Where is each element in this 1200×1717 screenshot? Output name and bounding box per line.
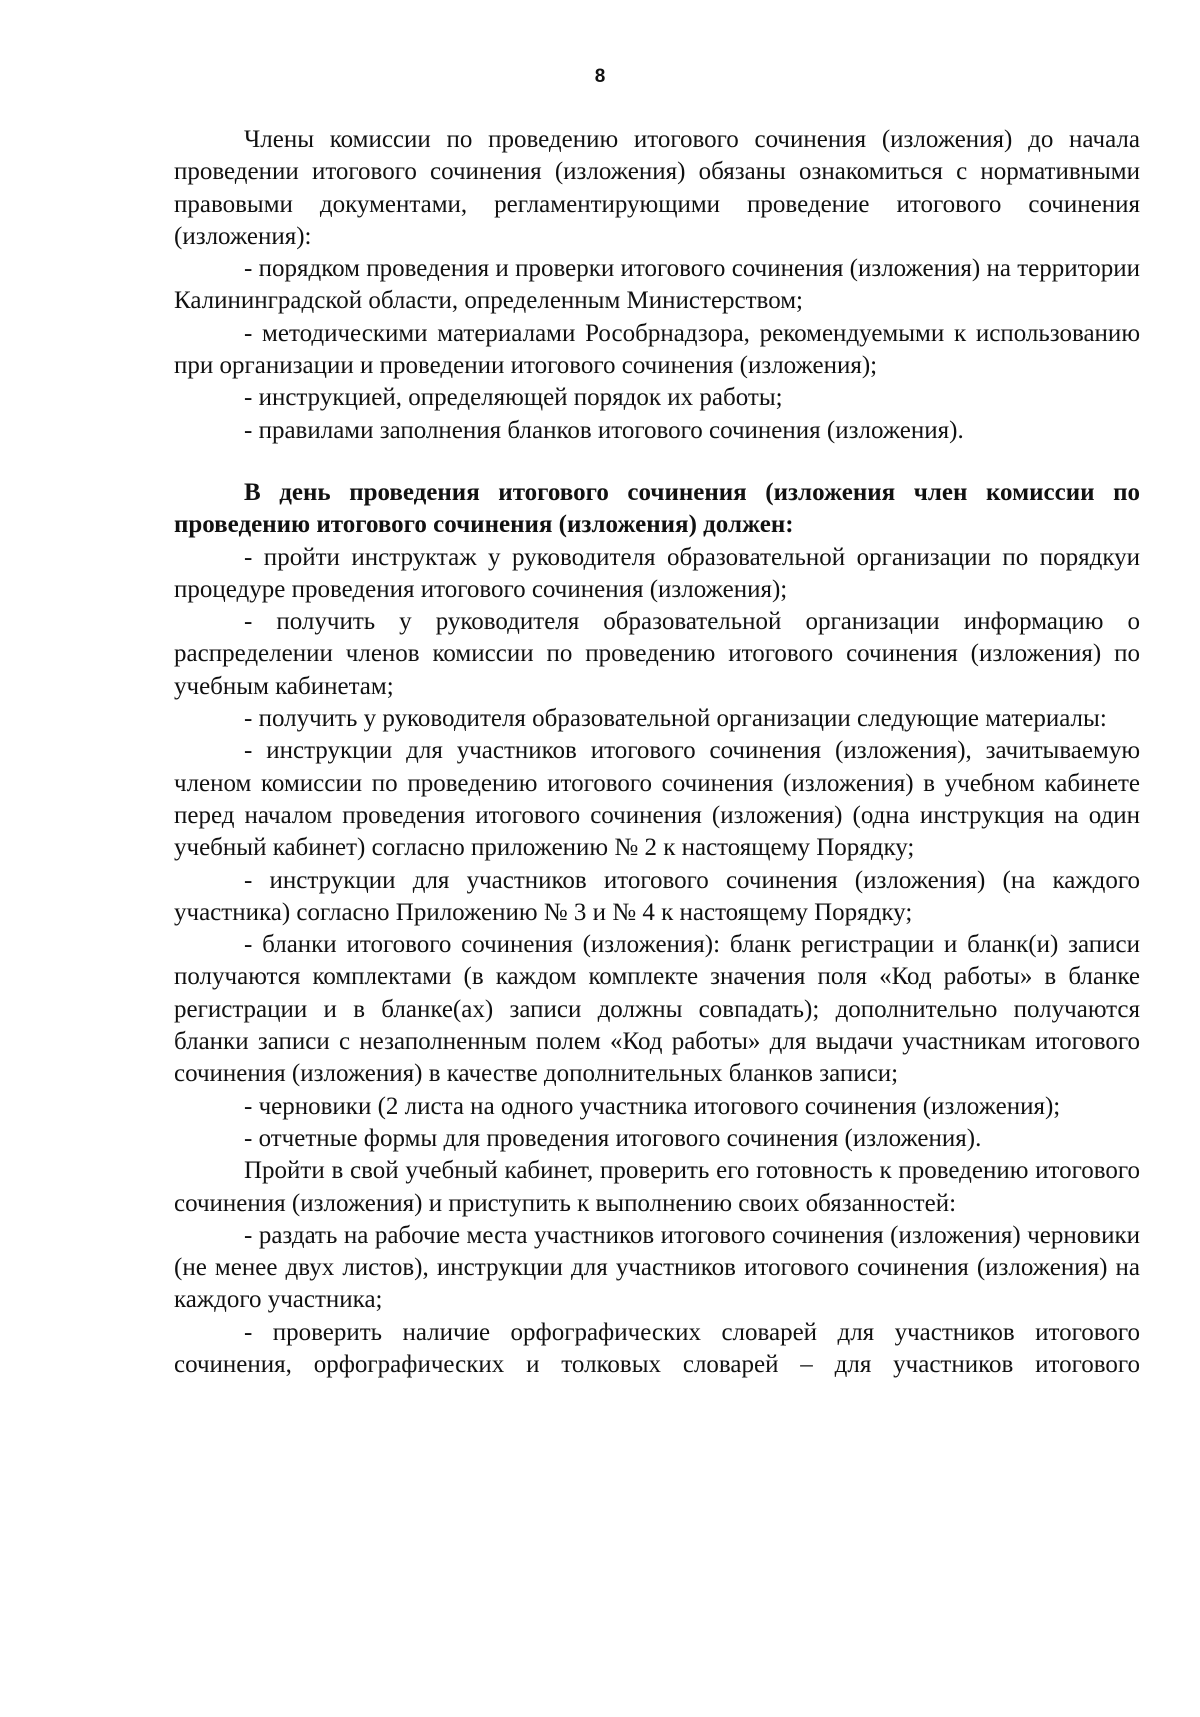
list-item-participant-instructions: - инструкции для участников итогового сочинения (изложения) (на каждого участника) согласно Приложению № 3 и № 4 к настоящему Порядку; (174, 866, 1140, 926)
list-item-forms: - бланки итогового сочинения (изложения): бланк регистрации и бланк(и) записи получаются комплектами (в каждом комплекте значения поля «Код работы» в бланке регистрации и в бланке(ах) записи должны совпадать); дополнительно получаются бланки записи с незаполненным полем «Код работы» для выдачи участникам итогового сочинения (изложения) в качестве дополнительных бланков записи; (174, 931, 1140, 1088)
list-item-get-materials: - получить у руководителя образовательной организации следующие материалы: (244, 705, 1107, 733)
list-item-methodical-materials: - методическими материалами Рособрнадзора, рекомендуемыми к использованию при организации и проведении итогового сочинения (изложения); (174, 319, 1140, 380)
list-item-drafts: - черновики (2 листа на одного участника итогового сочинения (изложения); (244, 1092, 1061, 1120)
document-body (174, 124, 1140, 1381)
page-number: 8 (594, 66, 606, 87)
paragraph-go-to-room: Пройти в свой учебный кабинет, проверить его готовность к проведению итогового сочинения (изложения) и приступить к выполнению своих обязанностей: (174, 1157, 1140, 1217)
list-item-briefing: - пройти инструктаж у руководителя образовательной организации по порядкуи процедуре проведения итогового сочинения (изложения); (174, 543, 1140, 603)
list-item-procedure: - порядком проведения и проверки итогового сочинения (изложения) на территории Калининградской области, определенным Министерством; (174, 255, 1140, 315)
list-item-room-distribution: - получить у руководителя образовательной организации информацию о распределении членов комиссии по проведению итогового сочинения (изложения) по учебным кабинетам; (174, 608, 1140, 700)
list-item-report-forms: - отчетные формы для проведения итогового сочинения (изложения). (244, 1124, 982, 1152)
list-item-read-aloud-instructions: - инструкции для участников итогового сочинения (изложения), зачитываемую членом комиссии по проведению итогового сочинения (изложения) в учебном кабинете перед началом проведения итогового сочинения (изложения) (одна инструкция на один учебный кабинет) согласно приложению № 2 к настоящему Порядку; (174, 737, 1140, 862)
list-item-filling-rules: - правилами заполнения бланков итогового сочинения (изложения). (244, 416, 964, 444)
list-item-distribute-drafts: - раздать на рабочие места участников итогового сочинения (изложения) черновики (не менее двух листов), инструкции для участников итогового сочинения (изложения) на каждого участника; (174, 1221, 1140, 1314)
paragraph-intro: Члены комиссии по проведению итогового сочинения (изложения) до начала проведении итогового сочинения (изложения) обязаны ознакомиться с нормативными правовыми документами, регламентирующими проведение итогового сочинения (изложения): (174, 126, 1140, 250)
section-heading-exam-day: В день проведения итогового сочинения (изложения член комиссии по проведению итогового сочинения (изложения) должен: (174, 478, 1140, 539)
list-item-check-dictionaries: - проверить наличие орфографических словарей для участников итогового сочинения, орфографических и толковых словарей – для участников итогового (174, 1318, 1140, 1378)
list-item-instruction: - инструкцией, определяющей порядок их работы; (244, 384, 783, 412)
